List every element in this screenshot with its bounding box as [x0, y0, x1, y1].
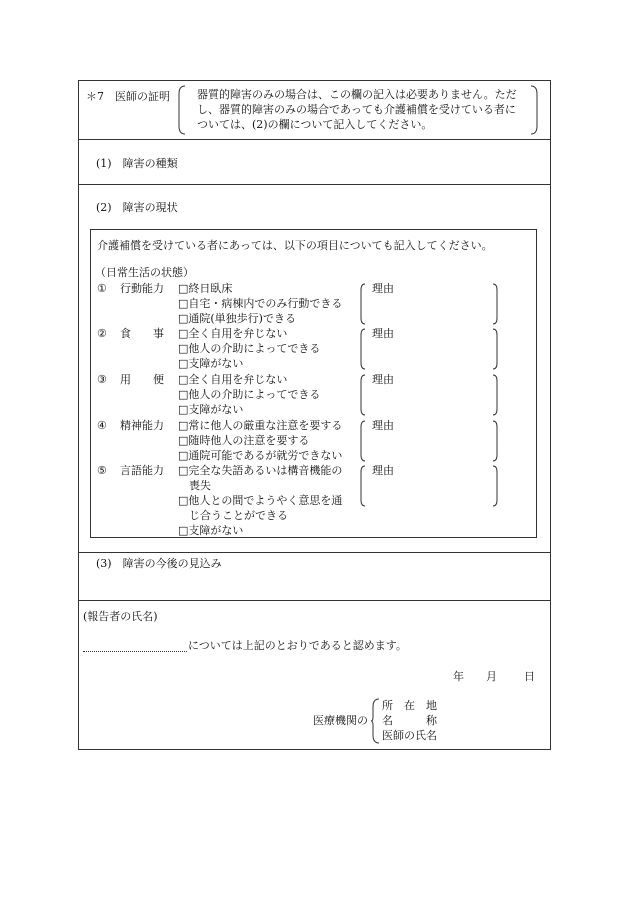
group-5-name: 言語能力: [120, 464, 164, 477]
group-1-name: 行動能力: [120, 282, 164, 295]
group-2-option: □支障がない: [178, 357, 244, 370]
reason-label: 理由: [372, 419, 394, 432]
group-3-option: □全く自用を弁じない: [178, 373, 288, 386]
section7-note-line-2: し、器質的障害のみの場合であっても介護補償を受けている者に: [197, 103, 516, 116]
group-3-name: 用 便: [120, 373, 164, 386]
date-year: 年: [453, 670, 464, 683]
group-5-option: じ合うことができる: [178, 509, 288, 522]
group-1-option: □自宅・病棟内でのみ行動できる: [178, 297, 343, 310]
reason-label: 理由: [372, 282, 394, 295]
reason-label: 理由: [372, 464, 394, 477]
reason-label: 理由: [372, 327, 394, 340]
divider: [79, 139, 550, 140]
certificate-form: [78, 80, 551, 750]
group-4-number: ④: [97, 419, 107, 432]
group-4-name: 精神能力: [120, 419, 164, 432]
certify-text: については上記のとおりであると認めます。: [188, 639, 407, 652]
group-4-option: □常に他人の厳重な注意を要する: [178, 419, 343, 432]
group-5-number: ⑤: [97, 464, 107, 477]
daily-life-box: [90, 229, 537, 538]
field-name: 名 称: [382, 714, 437, 727]
group-5-option: □他人との間でようやく意思を通: [178, 494, 343, 507]
group-2-name: 食 事: [120, 327, 164, 340]
group-2-option: □他人の介助によってできる: [178, 342, 321, 355]
divider: [79, 600, 550, 601]
institution-label: 医療機関の: [313, 714, 368, 727]
reporter-label: (報告者の氏名): [83, 610, 158, 623]
group-3-option: □他人の介助によってできる: [178, 388, 321, 401]
group-3-option: □支障がない: [178, 403, 244, 416]
divider: [79, 184, 550, 185]
group-4-option: □随時他人の注意を要する: [178, 434, 310, 447]
group-2-number: ②: [97, 327, 107, 340]
section7-note-line-3: ついては、(2)の欄について記入してください。: [197, 118, 433, 131]
item2-instruction: 介護補償を受けている者にあっては、以下の項目についても記入してください。: [97, 239, 493, 252]
reason-label: 理由: [372, 373, 394, 386]
date-month: 月: [486, 670, 497, 683]
item3-label: (3) 障害の今後の見込み: [96, 557, 222, 570]
group-5-option: □完全な失語あるいは構音機能の: [178, 464, 343, 477]
group-2-option: □全く自用を弁じない: [178, 327, 288, 340]
section7-title: ＊7 医師の証明: [86, 90, 170, 103]
item2-label: (2) 障害の現状: [96, 201, 178, 214]
divider: [79, 552, 550, 553]
section7-note-line-1: 器質的障害のみの場合は、この欄の記入は必要ありません。ただ: [197, 88, 517, 101]
field-doctor-name: 医師の氏名: [382, 729, 437, 742]
date-day: 日: [524, 670, 535, 683]
group-1-number: ①: [97, 282, 107, 295]
field-address: 所 在 地: [382, 699, 437, 712]
group-3-number: ③: [97, 373, 107, 386]
item1-label: (1) 障害の種類: [96, 157, 178, 170]
name-blank: [83, 651, 187, 652]
group-5-option: 喪失: [178, 479, 211, 492]
item2-subheading: （日常生活の状態）: [95, 266, 194, 279]
group-5-option: □支障がない: [178, 524, 244, 537]
group-4-option: □通院可能であるが就労できない: [178, 449, 343, 462]
group-1-option: □通院(単独歩行)できる: [178, 312, 296, 325]
group-1-option: □終日臥床: [178, 282, 233, 295]
institution-bracket: [370, 697, 380, 745]
